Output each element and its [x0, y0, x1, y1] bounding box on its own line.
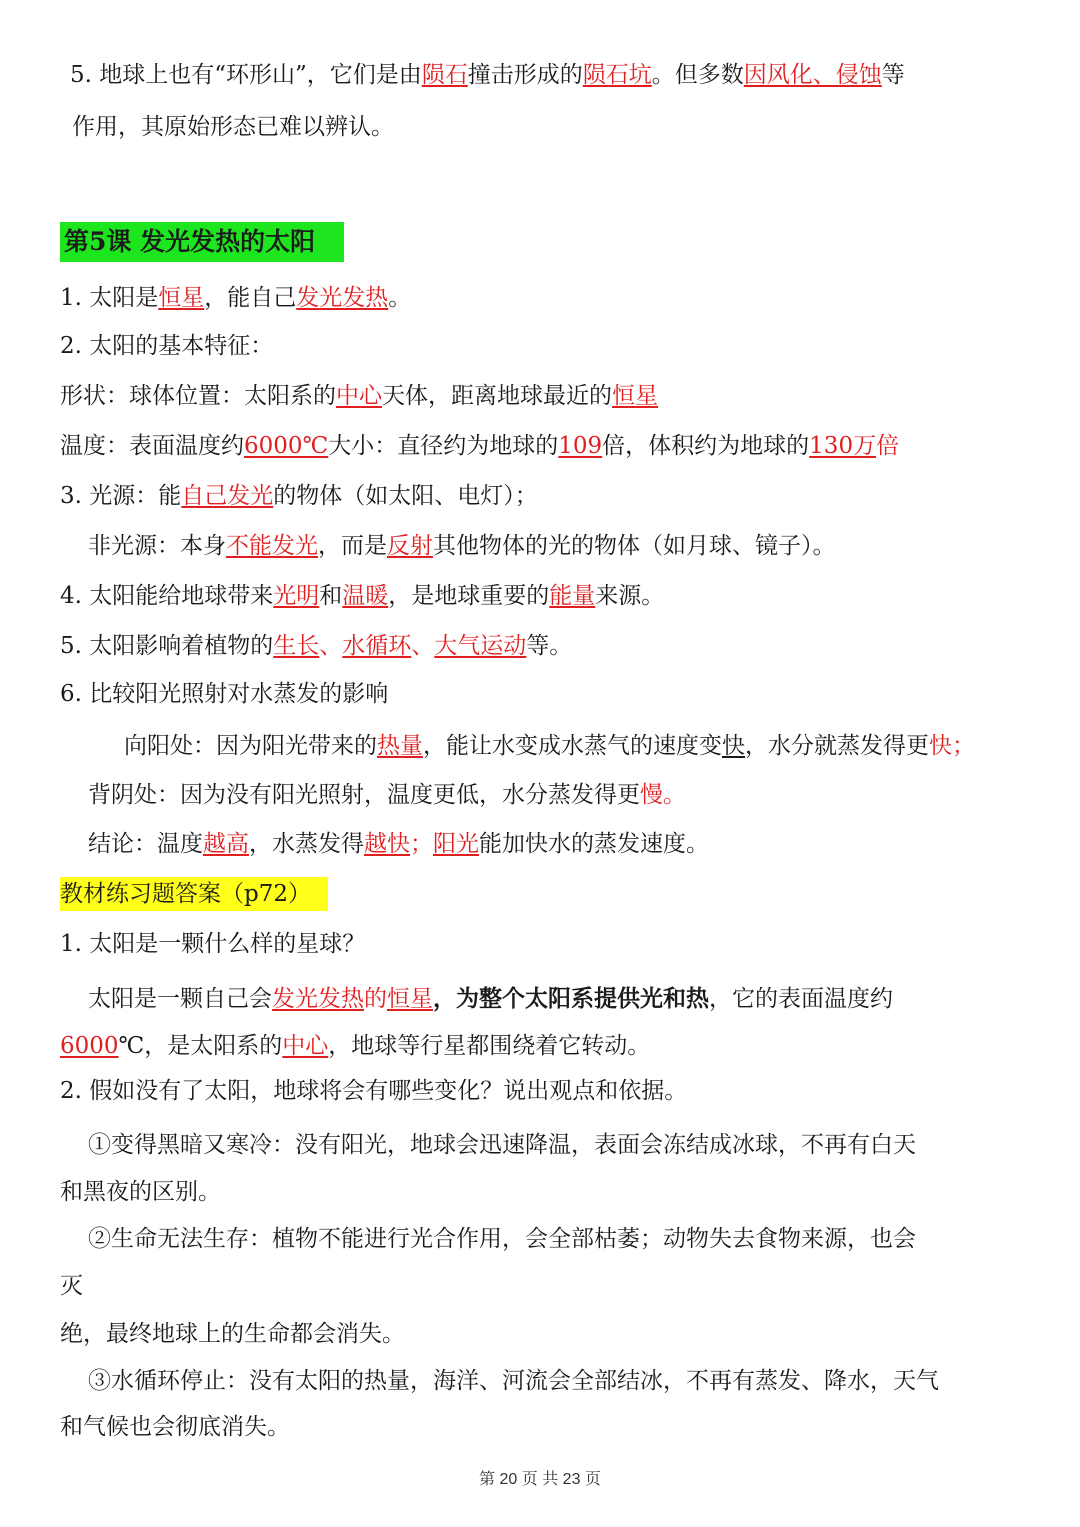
- answer-2-point-2: ②生命无法生存：植物不能进行光合作用，会全部枯萎；动物失去食物来源，也会: [88, 1226, 916, 1252]
- sunny-side-line: 向阳处：因为阳光带来的热量，能让水变成水蒸气的速度变快，水分就蒸发得更快；: [124, 733, 975, 759]
- lesson-item-6: 6. 比较阳光照射对水蒸发的影响: [60, 681, 389, 707]
- answer-2-point-2-wrap: 灭: [60, 1273, 83, 1299]
- keyword: 6000℃: [244, 433, 329, 459]
- conclusion-line: 结论：温度越高，水蒸发得越快；阳光能加快水的蒸发速度。: [88, 831, 709, 857]
- question-2: 2. 假如没有了太阳，地球将会有哪些变化？说出观点和依据。: [60, 1078, 688, 1104]
- keyword: 不能发光: [226, 533, 318, 559]
- item-5-line: 5. 地球上也有“环形山”，它们是由陨石撞击形成的陨石坑。但多数因风化、侵蚀等: [70, 62, 905, 88]
- answer-2-point-1: ①变得黑暗又寒冷：没有阳光，地球会迅速降温，表面会冻结成冰球，不再有白天: [88, 1132, 916, 1158]
- keyword: 6000: [60, 1033, 119, 1059]
- lesson-item-3: 3. 光源：能自己发光的物体（如太阳、电灯）；: [60, 483, 538, 509]
- keyword: 自己发光: [181, 483, 274, 509]
- keyword: 130万: [809, 433, 877, 459]
- lesson-item-5: 5. 太阳影响着植物的生长、水循环、大气运动等。: [60, 633, 573, 659]
- keyword: 越高: [203, 831, 249, 857]
- sun-temperature-line: 温度：表面温度约6000℃大小：直径约为地球的109倍，体积约为地球的130万倍: [60, 433, 900, 459]
- keyword: 发光发热: [272, 986, 364, 1012]
- keyword: 中心: [282, 1033, 329, 1059]
- keyword: 因风化、侵蚀: [743, 62, 882, 88]
- keyword: 反射: [387, 533, 433, 559]
- page-footer: 第 20 页 共 23 页: [479, 1471, 601, 1488]
- keyword: 陨石: [421, 62, 468, 88]
- keyword: 温暖: [342, 583, 389, 609]
- question-1: 1. 太阳是一颗什么样的星球？: [60, 931, 366, 957]
- keyword: 恒星: [612, 383, 658, 409]
- lesson-item-4: 4. 太阳能给地球带来光明和温暖，是地球重要的能量来源。: [60, 583, 665, 609]
- answer-2-point-2-continuation: 绝，最终地球上的生命都会消失。: [60, 1321, 405, 1347]
- keyword: 恒星: [158, 285, 205, 311]
- keyword: 大气运动: [434, 633, 527, 659]
- sun-shape-line: 形状：球体位置：太阳系的中心天体，距离地球最近的恒星: [60, 383, 658, 409]
- lesson-item-1: 1. 太阳是恒星，能自己发光发热。: [60, 285, 412, 311]
- lesson-item-2: 2. 太阳的基本特征：: [60, 333, 274, 359]
- keyword: 中心: [336, 383, 382, 409]
- answer-2-point-3-continuation: 和气候也会彻底消失。: [60, 1414, 290, 1440]
- keyword: 阳光: [433, 831, 479, 857]
- item-5-continuation: 作用，其原始形态已难以辨认。: [72, 114, 394, 140]
- keyword: 光明: [273, 583, 320, 609]
- answer-2-point-1-continuation: 和黑夜的区别。: [60, 1179, 221, 1205]
- keyword: 109: [558, 433, 603, 459]
- keyword: 越快: [364, 831, 410, 857]
- keyword: 能量: [549, 583, 596, 609]
- non-light-source-line: 非光源：本身不能发光，而是反射其他物体的光的物体（如月球、镜子）。: [88, 533, 836, 559]
- answers-heading: 教材练习题答案（p72）: [60, 877, 328, 911]
- keyword: 生长: [273, 633, 320, 659]
- lesson-heading: 第5课 发光发热的太阳: [60, 222, 344, 262]
- answer-1-line: 太阳是一颗自己会发光发热的恒星，为整个太阳系提供光和热，它的表面温度约: [88, 985, 893, 1012]
- keyword: 陨石坑: [582, 62, 652, 88]
- answer-1-continuation: 6000℃，是太阳系的中心，地球等行星都围绕着它转动。: [60, 1033, 651, 1059]
- answer-2-point-3: ③水循环停止：没有太阳的热量，海洋、河流会全部结冰，不再有蒸发、降水，天气: [88, 1368, 939, 1394]
- keyword: 恒星: [387, 986, 433, 1012]
- keyword: 水循环: [342, 633, 412, 659]
- keyword: 热量: [377, 733, 423, 759]
- keyword: 发光发热: [296, 285, 389, 311]
- keyword: 快: [722, 733, 745, 759]
- shady-side-line: 背阴处：因为没有阳光照射，温度更低，水分蒸发得更慢。: [88, 782, 686, 808]
- current-page-number: 20: [499, 1471, 518, 1488]
- total-page-count: 23: [562, 1471, 581, 1488]
